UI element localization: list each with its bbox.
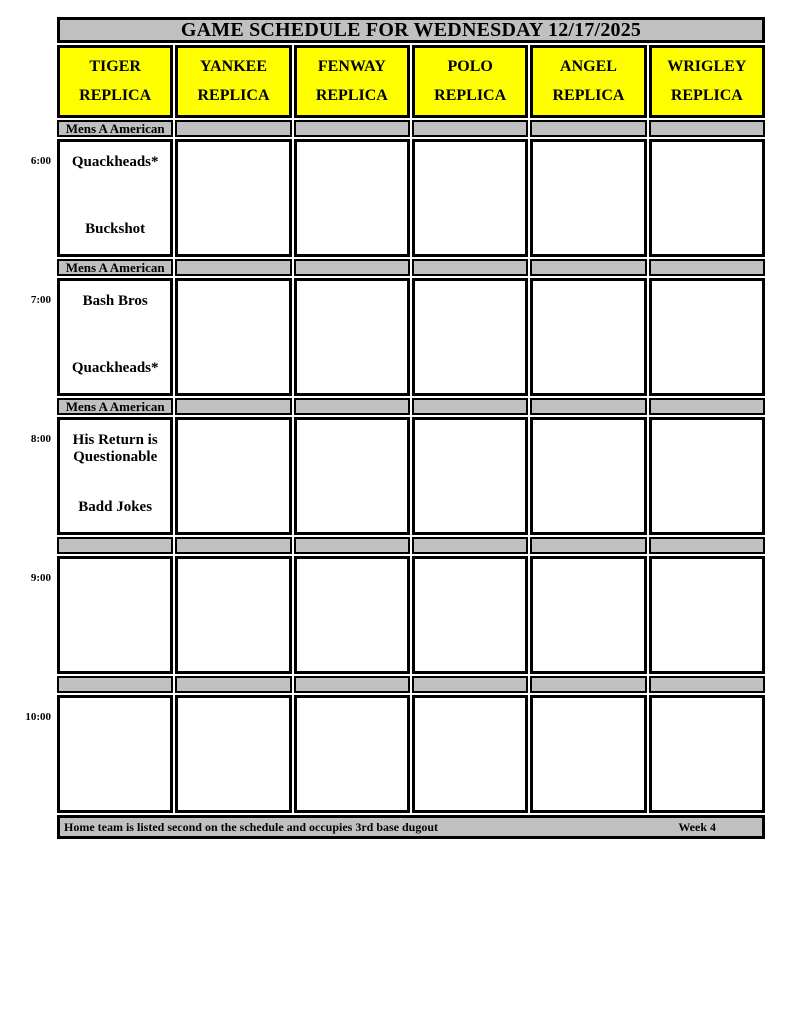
field-header-angel	[530, 45, 646, 118]
field-name: POLO	[447, 58, 493, 75]
league-band-row	[57, 398, 765, 415]
band-cell	[412, 537, 528, 554]
band-cell	[412, 676, 528, 693]
band-cell	[294, 537, 410, 554]
game-cell	[175, 556, 291, 674]
title-row	[57, 17, 765, 43]
game-cell	[412, 139, 528, 257]
game-cell	[294, 278, 410, 396]
field-header-wrigley	[649, 45, 765, 118]
game-cell	[530, 556, 646, 674]
home-team: Buckshot	[85, 221, 146, 237]
footer-row	[57, 815, 765, 839]
field-suffix: REPLICA	[552, 87, 625, 104]
field-suffix: REPLICA	[197, 87, 270, 104]
band-cell	[294, 398, 410, 415]
page-title: GAME SCHEDULE FOR WEDNESDAY 12/17/2025	[57, 17, 765, 43]
footer-band	[57, 815, 765, 839]
league-label: Mens A American	[57, 120, 173, 137]
band-cell	[175, 398, 291, 415]
band-cell	[649, 676, 765, 693]
field-header-tiger	[57, 45, 173, 118]
league-band-row	[57, 120, 765, 137]
game-cell	[412, 556, 528, 674]
band-cell	[530, 120, 646, 137]
away-team: His Return is Questionable	[72, 432, 158, 466]
field-name: WRIGLEY	[667, 58, 747, 75]
league-band-row	[57, 676, 765, 693]
game-cell	[649, 695, 765, 813]
away-team: Bash Bros	[82, 293, 148, 309]
game-row-9pm	[57, 556, 765, 674]
game-cell	[25, 695, 173, 813]
field-suffix: REPLICA	[434, 87, 507, 104]
week-label: Week 4	[678, 820, 716, 834]
time-label: 9:00	[30, 572, 51, 584]
game-cell	[649, 278, 765, 396]
league-label: Mens A American	[57, 259, 173, 276]
band-cell	[412, 259, 528, 276]
game-cell	[294, 556, 410, 674]
game-cell	[530, 695, 646, 813]
schedule-table	[25, 15, 767, 841]
band-cell	[175, 120, 291, 137]
field-header-yankee	[175, 45, 291, 118]
band-cell	[530, 398, 646, 415]
band-cell	[175, 676, 291, 693]
band-cell	[175, 259, 291, 276]
band-cell	[649, 259, 765, 276]
field-suffix: REPLICA	[79, 87, 152, 104]
field-suffix: REPLICA	[670, 87, 743, 104]
game-row-7pm	[57, 278, 765, 396]
time-label: 10:00	[25, 711, 51, 723]
field-name: TIGER	[89, 58, 141, 75]
game-cell	[649, 556, 765, 674]
game-cell	[412, 417, 528, 535]
league-label: Mens A American	[57, 398, 173, 415]
game-cell	[30, 556, 173, 674]
league-band-row	[57, 537, 765, 554]
game-cell	[175, 139, 291, 257]
game-cell	[412, 695, 528, 813]
home-team: Badd Jokes	[78, 499, 153, 515]
band-cell	[294, 120, 410, 137]
game-cell	[530, 278, 646, 396]
league-label	[57, 676, 173, 693]
band-cell	[294, 259, 410, 276]
field-name: ANGEL	[560, 58, 617, 75]
field-name: FENWAY	[317, 58, 386, 75]
game-cell	[30, 278, 173, 396]
game-cell	[30, 139, 173, 257]
band-cell	[649, 537, 765, 554]
game-cell	[649, 139, 765, 257]
game-cell	[294, 417, 410, 535]
game-row-6pm	[57, 139, 765, 257]
away-team: Quackheads*	[71, 154, 159, 170]
game-row-10pm	[57, 695, 765, 813]
band-cell	[294, 676, 410, 693]
game-cell	[175, 417, 291, 535]
field-header-row	[57, 45, 765, 118]
game-cell	[412, 278, 528, 396]
band-cell	[530, 676, 646, 693]
field-header-polo	[412, 45, 528, 118]
game-cell	[175, 278, 291, 396]
band-cell	[649, 398, 765, 415]
game-cell	[30, 417, 173, 535]
band-cell	[530, 259, 646, 276]
game-cell	[530, 417, 646, 535]
field-name: YANKEE	[200, 58, 267, 75]
game-row-8pm	[57, 417, 765, 535]
time-label: 6:00	[30, 155, 51, 167]
league-label	[57, 537, 173, 554]
band-cell	[412, 120, 528, 137]
field-header-fenway	[294, 45, 410, 118]
band-cell	[649, 120, 765, 137]
game-cell	[649, 417, 765, 535]
game-cell	[294, 139, 410, 257]
home-team: Quackheads*	[71, 360, 159, 376]
band-cell	[175, 537, 291, 554]
game-cell	[175, 695, 291, 813]
game-cell	[530, 139, 646, 257]
band-cell	[412, 398, 528, 415]
time-label: 8:00	[30, 433, 51, 445]
footer-note: Home team is listed second on the schedule and occupies 3rd base dugout	[64, 820, 439, 834]
time-label: 7:00	[30, 294, 51, 306]
game-cell	[294, 695, 410, 813]
band-cell	[530, 537, 646, 554]
league-band-row	[57, 259, 765, 276]
field-suffix: REPLICA	[315, 87, 388, 104]
